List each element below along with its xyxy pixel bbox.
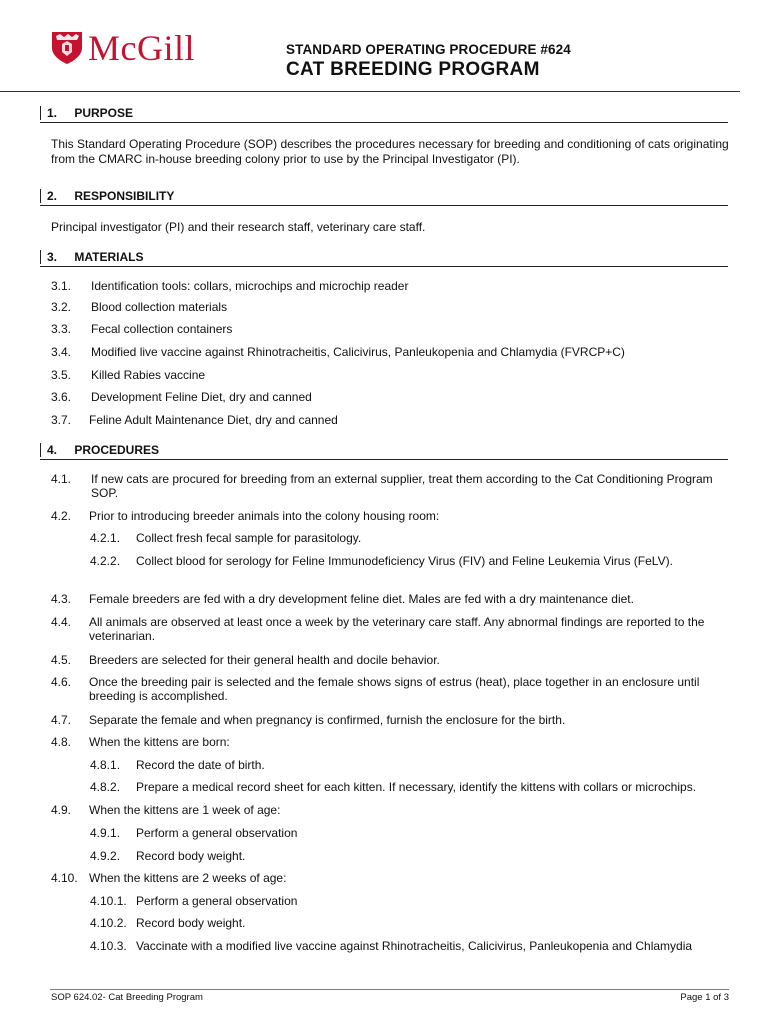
footer-divider xyxy=(50,989,729,990)
list-item xyxy=(51,322,731,336)
item-number: 4.9. xyxy=(51,803,72,817)
purpose-text: This Standard Operating Procedure (SOP) describes the procedures necessary for breeding and conditioning of cats originating from the CMARC in-house breeding colony prior to use by the Principal Investigator (PI). xyxy=(51,137,729,166)
list-item xyxy=(51,345,731,359)
item-number: 4.5. xyxy=(51,653,72,667)
section-heading-materials xyxy=(40,250,728,267)
item-text: When the kittens are 1 week of age: xyxy=(89,803,281,817)
item-text: Modified live vaccine against Rhinotracheitis, Calicivirus, Panleukopenia and Chlamydia (FVRCP+C) xyxy=(91,345,625,359)
item-text: When the kittens are 2 weeks of age: xyxy=(89,871,287,885)
list-item xyxy=(90,826,730,840)
item-number: 4.1. xyxy=(51,472,72,486)
item-number: 3.7. xyxy=(51,413,72,427)
item-number: 3.5. xyxy=(51,368,72,382)
section-title: PROCEDURES xyxy=(74,443,160,457)
item-text: Record body weight. xyxy=(136,849,246,863)
item-number: 3.1. xyxy=(51,279,72,293)
item-text: Identification tools: collars, microchips and microchip reader xyxy=(91,279,409,293)
item-number: 4.9.1. xyxy=(90,826,121,840)
item-text: Fecal collection containers xyxy=(91,322,233,336)
footer-page-number: Page 1 of 3 xyxy=(680,992,729,1003)
section-number: 1. xyxy=(40,106,71,120)
header-divider xyxy=(0,91,740,92)
item-number: 4.10.2. xyxy=(90,916,127,930)
list-item xyxy=(51,675,731,703)
list-item xyxy=(90,758,730,772)
item-text: If new cats are procured for breeding from an external supplier, treat them according to the Cat Conditioning Program SOP. xyxy=(91,472,713,500)
item-text: Female breeders are fed with a dry development feline diet. Males are fed with a dry maintenance diet. xyxy=(89,592,634,606)
item-number: 3.2. xyxy=(51,300,72,314)
item-number: 4.9.2. xyxy=(90,849,121,863)
list-item xyxy=(51,871,731,885)
mcgill-crest-icon xyxy=(50,30,84,66)
item-number: 4.8. xyxy=(51,735,72,749)
section-number: 4. xyxy=(40,443,71,457)
item-text: Killed Rabies vaccine xyxy=(91,368,206,382)
item-text: Breeders are selected for their general health and docile behavior. xyxy=(89,653,440,667)
list-item xyxy=(90,531,730,545)
item-text: Prepare a medical record sheet for each kitten. If necessary, identify the kittens with collars or microchips. xyxy=(136,780,697,794)
item-number: 4.10. xyxy=(51,871,78,885)
item-number: 4.6. xyxy=(51,675,72,689)
item-text: Once the breeding pair is selected and the female shows signs of estrus (heat), place together in an enclosure until breeding is accomplished. xyxy=(89,675,700,703)
item-text: Collect fresh fecal sample for parasitology. xyxy=(136,531,362,545)
section-title: PURPOSE xyxy=(74,106,134,120)
list-item xyxy=(51,413,731,427)
item-text: Blood collection materials xyxy=(91,300,228,314)
item-text: When the kittens are born: xyxy=(89,735,230,749)
list-item xyxy=(51,653,731,667)
list-item xyxy=(51,615,731,643)
list-item xyxy=(90,849,730,863)
list-item xyxy=(51,803,731,817)
section-heading-purpose xyxy=(40,106,728,123)
item-text: Record body weight. xyxy=(136,916,246,930)
item-number: 4.10.3. xyxy=(90,939,127,953)
list-item xyxy=(51,592,731,606)
item-text: Separate the female and when pregnancy is confirmed, furnish the enclosure for the birth. xyxy=(89,713,566,727)
item-text: Record the date of birth. xyxy=(136,758,265,772)
item-number: 4.8.1. xyxy=(90,758,121,772)
footer-document-id: SOP 624.02- Cat Breeding Program xyxy=(51,992,203,1003)
list-item xyxy=(51,390,731,404)
item-text: Perform a general observation xyxy=(136,826,298,840)
mcgill-logo xyxy=(50,28,195,68)
item-number: 3.3. xyxy=(51,322,72,336)
item-number: 3.4. xyxy=(51,345,72,359)
item-text: Development Feline Diet, dry and canned xyxy=(91,390,312,404)
item-number: 4.2.2. xyxy=(90,554,121,568)
item-number: 4.10.1. xyxy=(90,894,127,908)
list-item xyxy=(90,939,730,953)
list-item xyxy=(51,368,731,382)
item-number: 4.3. xyxy=(51,592,72,606)
item-number: 4.2.1. xyxy=(90,531,121,545)
list-item xyxy=(90,894,730,908)
section-heading-responsibility xyxy=(40,189,728,206)
item-number: 4.4. xyxy=(51,615,72,629)
section-heading-procedures xyxy=(40,443,728,460)
section-title: MATERIALS xyxy=(74,250,144,264)
item-text: All animals are observed at least once a week by the veterinary care staff. Any abnormal findings are reported to the veterinarian. xyxy=(89,615,705,643)
list-item xyxy=(51,509,731,523)
section-title: RESPONSIBILITY xyxy=(74,189,175,203)
section-number: 2. xyxy=(40,189,71,203)
list-item xyxy=(51,472,731,500)
section-number: 3. xyxy=(40,250,71,264)
sop-number: STANDARD OPERATING PROCEDURE #624 xyxy=(286,42,571,57)
item-number: 4.2. xyxy=(51,509,72,523)
item-number: 4.8.2. xyxy=(90,780,121,794)
item-text: Prior to introducing breeder animals into the colony housing room: xyxy=(89,509,440,523)
list-item xyxy=(51,735,731,749)
item-text: Perform a general observation xyxy=(136,894,298,908)
list-item xyxy=(51,300,731,314)
item-number: 3.6. xyxy=(51,390,72,404)
list-item xyxy=(51,279,731,293)
item-text: Collect blood for serology for Feline Immunodeficiency Virus (FIV) and Feline Leukemia Virus (FeLV). xyxy=(136,554,673,568)
item-number: 4.7. xyxy=(51,713,72,727)
list-item xyxy=(90,780,730,794)
list-item xyxy=(90,554,730,568)
logo-text: McGill xyxy=(88,28,195,68)
item-text: Feline Adult Maintenance Diet, dry and canned xyxy=(89,413,338,427)
list-item xyxy=(90,916,730,930)
document-title: CAT BREEDING PROGRAM xyxy=(286,59,540,80)
list-item xyxy=(51,713,731,727)
responsibility-text: Principal investigator (PI) and their research staff, veterinary care staff. xyxy=(51,220,426,234)
item-text: Vaccinate with a modified live vaccine against Rhinotracheitis, Calicivirus, Panleukopenia and Chlamydia xyxy=(136,939,693,953)
